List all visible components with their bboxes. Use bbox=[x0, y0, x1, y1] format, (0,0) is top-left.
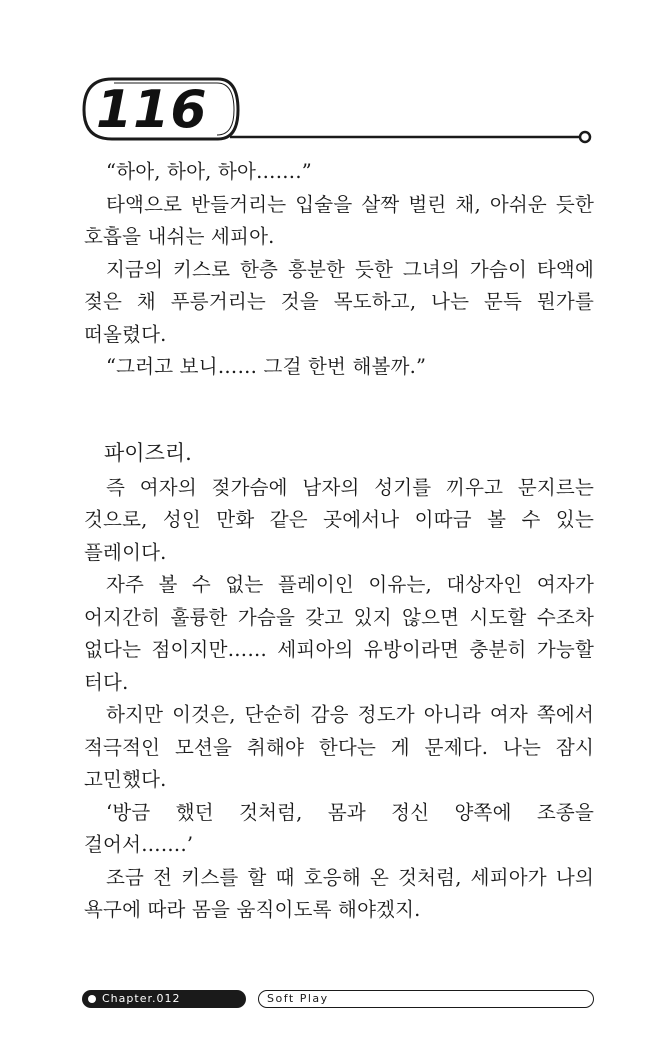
page-footer bbox=[82, 990, 594, 1010]
paragraph-1: “하아, 하아, 하아…….” bbox=[106, 160, 312, 183]
paragraph-3: 지금의 키스로 한층 흥분한 듯한 그녀의 가슴이 타액에 젖은 채 푸릉거리는 것을 목도하고, 나는 문득 뭔가를 떠올렸다. bbox=[84, 257, 594, 346]
body-text bbox=[84, 156, 594, 927]
page-header bbox=[0, 0, 672, 160]
page-number: 116 bbox=[96, 80, 208, 140]
paragraph-8: ‘방금 했던 것처럼, 몸과 정신 양쪽에 조종을 걸어서…….’ bbox=[84, 800, 594, 856]
paragraph-4: “그러고 보니…… 그걸 한번 해볼까.” bbox=[106, 355, 427, 378]
section-title: 파이즈리. bbox=[104, 440, 192, 465]
paragraph-6: 자주 볼 수 없는 플레이인 이유는, 대상자인 여자가 어지간히 훌륭한 가슴을 갖고 있지 않으면 시도할 수조차 없다는 점이지만…… 세피아의 유방이라면 충분히 가능할 터다. bbox=[84, 573, 594, 694]
chapter-badge bbox=[82, 990, 246, 1008]
running-title: Soft Play bbox=[267, 992, 329, 1005]
section-gap bbox=[84, 384, 594, 416]
bullet-dot-icon bbox=[88, 995, 96, 1003]
chapter-label: Chapter.012 bbox=[102, 992, 181, 1005]
rule-end-circle-icon bbox=[580, 132, 590, 142]
paragraph-9: 조금 전 키스를 할 때 호응해 온 것처럼, 세피아가 나의 욕구에 따라 몸을 움직이도록 해야겠지. bbox=[84, 865, 594, 921]
paragraph-2: 타액으로 반들거리는 입술을 살짝 벌린 채, 아쉬운 듯한 호흡을 내쉬는 세피아. bbox=[84, 192, 594, 248]
running-title-box bbox=[258, 990, 594, 1008]
paragraph-7: 하지만 이것은, 단순히 감응 정도가 아니라 여자 쪽에서 적극적인 모션을 취해야 한다는 게 문제다. 나는 잠시 고민했다. bbox=[84, 703, 594, 791]
paragraph-5: 즉 여자의 젖가슴에 남자의 성기를 끼우고 문지르는 것으로, 성인 만화 같은 곳에서나 이따금 볼 수 있는 플레이다. bbox=[84, 475, 594, 564]
